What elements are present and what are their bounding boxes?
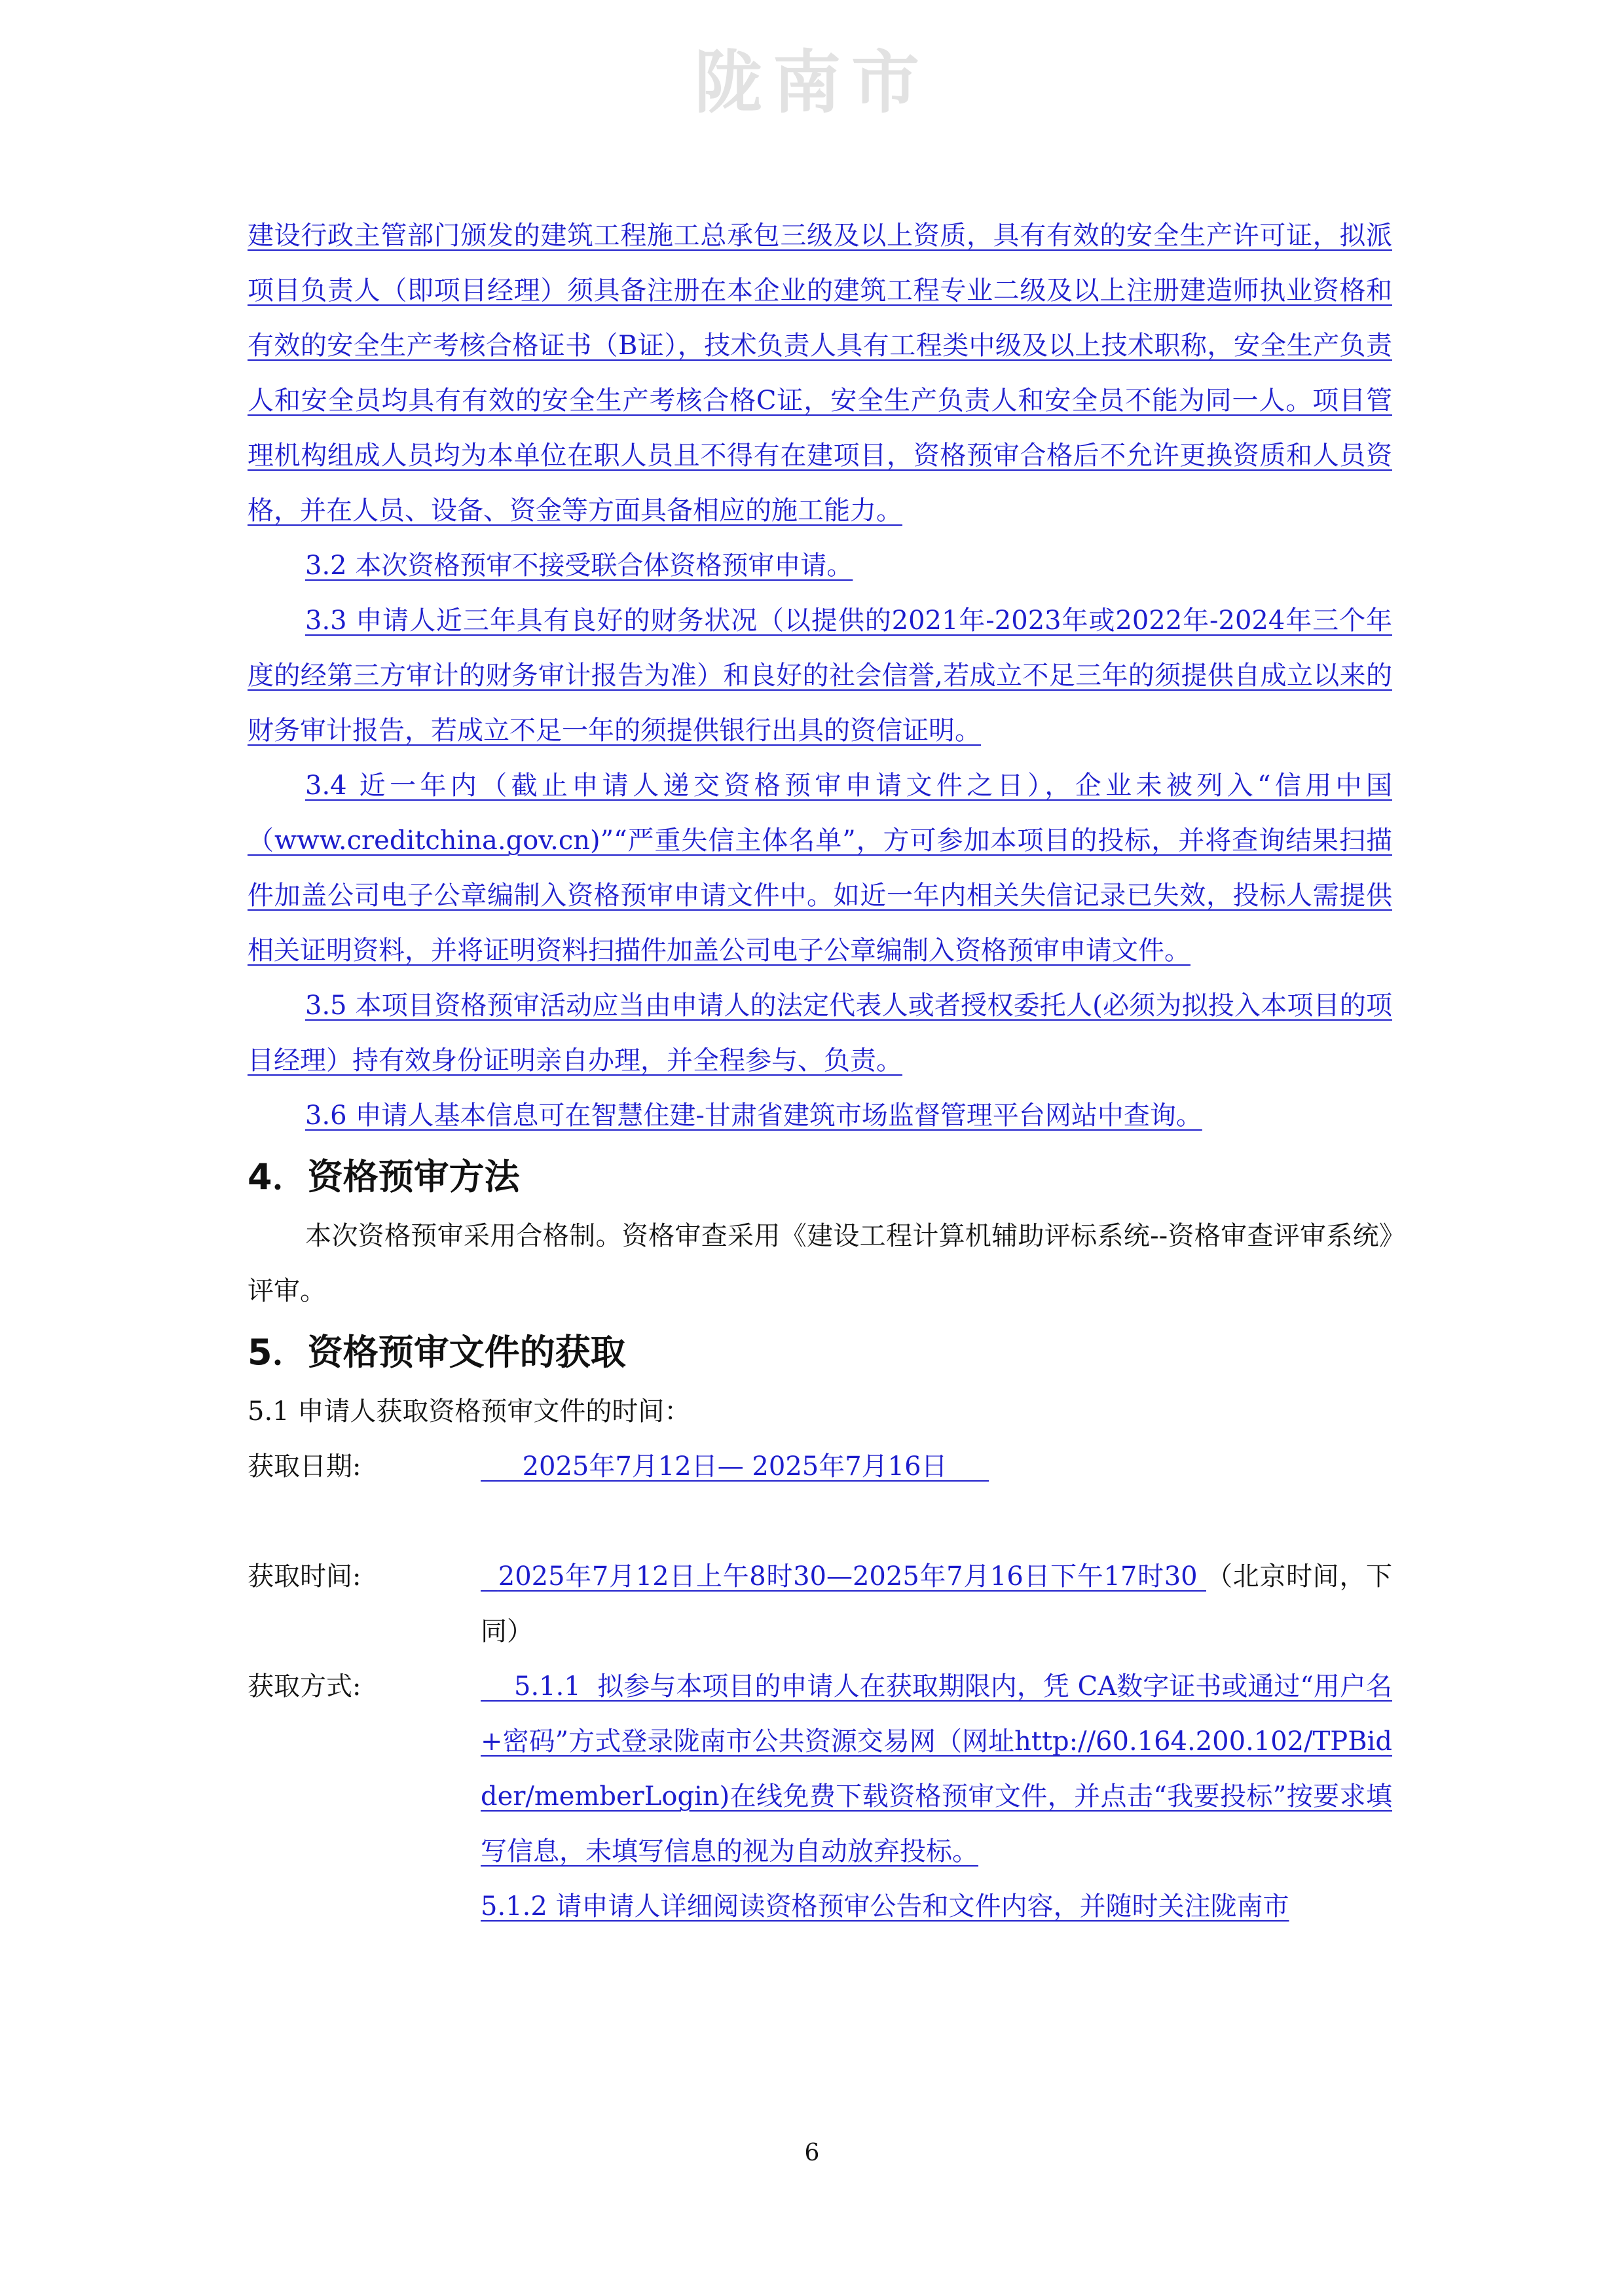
method-5-1-1 xyxy=(481,1659,1392,1879)
clause-3-5-text: 3.5 本项目资格预审活动应当由申请人的法定代表人或者授权委托人(必须为拟投入本项目的项目经理）持有效身份证明亲自办理，并全程参与、负责。 xyxy=(248,991,1392,1076)
acquisition-time-label: 获取时间: xyxy=(248,1561,361,1592)
acquisition-date-label: 获取日期: xyxy=(248,1451,361,1482)
subsection-5-1: 5.1 申请人获取资格预审文件的时间： xyxy=(248,1396,691,1427)
clause-3-5 xyxy=(248,978,1392,1088)
clause-3-3-text: 3.3 申请人近三年具有良好的财务状况（以提供的2021年-2023年或2022年-2024年三个年度的经第三方审计的财务审计报告为准）和良好的社会信誉,若成立不足三年的须提供自成立以来的财务审计报告，若成立不足一年的须提供银行出具的资信证明。 xyxy=(248,606,1392,746)
acquisition-time-row xyxy=(248,1549,1392,1659)
method-5-1-2-text: 5.1.2 请申请人详细阅读资格预审公告和文件内容，并随时关注陇南市 xyxy=(481,1891,1289,1922)
section-4-body: 本次资格预审采用合格制。资格审查采用《建设工程计算机辅助评标系统--资格审查评审系统》评审。 xyxy=(248,1221,1392,1306)
section-4-heading: 4．资格预审方法 xyxy=(248,1156,520,1197)
page-content xyxy=(248,208,1392,1934)
acquisition-date-row xyxy=(248,1439,1392,1494)
acquisition-method-value xyxy=(481,1659,1392,1934)
clause-3-2-text: 3.2 本次资格预审不接受联合体资格预审申请。 xyxy=(305,551,853,581)
acquisition-method-row xyxy=(248,1659,1392,1934)
clause-3-2 xyxy=(248,538,1392,593)
method-5-1-1-text: 5.1.1 拟参与本项目的申请人在获取期限内，凭 CA数字证书或通过“用户名+密码”方式登录陇南市公共资源交易网（网址http://60.164.200.102/TPBidder/memberLogin)在线免费下载资格预审文件，并点击“我要投标”按要求填写信息，未填写信息的视为自动放弃投标。 xyxy=(481,1671,1392,1867)
section-5-heading: 5．资格预审文件的获取 xyxy=(248,1332,626,1373)
clause-3-4 xyxy=(248,758,1392,978)
clause-3-6-text: 3.6 申请人基本信息可在智慧住建-甘肃省建筑市场监督管理平台网站中查询。 xyxy=(305,1101,1202,1131)
qualification-text: 建设行政主管部门颁发的建筑工程施工总承包三级及以上资质，具有有效的安全生产许可证，拟派项目负责人（即项目经理）须具备注册在本企业的建筑工程专业二级及以上注册建造师执业资格和有效的安全生产考核合格证书（B证），技术负责人具有工程类中级及以上技术职称，安全生产负责人和安全员均具有有效的安全生产考核合格C证，安全生产负责人和安全员不能为同一人。项目管理机构组成人员均为本单位在职人员且不得有在建项目，资格预审合格后不允许更换资质和人员资格，并在人员、设备、资金等方面具备相应的施工能力。 xyxy=(248,221,1392,526)
header-watermark: 陇南市 xyxy=(693,43,930,122)
page-number: 6 xyxy=(804,2140,820,2166)
acquisition-date-text: 2025年7月12日— 2025年7月16日 xyxy=(481,1451,989,1482)
clause-3-4-text: 3.4 近一年内（截止申请人递交资格预审申请文件之日），企业未被列入“信用中国（www.creditchina.gov.cn)”“严重失信主体名单”，方可参加本项目的投标，并将查询结果扫描件加盖公司电子公章编制入资格预审申请文件中。如近一年内相关失信记录已失效，投标人需提供相关证明资料，并将证明资料扫描件加盖公司电子公章编制入资格预审申请文件。 xyxy=(248,771,1392,966)
acquisition-time-value xyxy=(481,1549,1392,1659)
acquisition-time-suffix: （北京时间，下同） xyxy=(481,1561,1392,1647)
acquisition-time-text: 2025年7月12日上午8时30—2025年7月16日下午17时30 xyxy=(481,1561,1206,1592)
acquisition-method-label: 获取方式: xyxy=(248,1671,361,1702)
clause-3-3 xyxy=(248,593,1392,758)
clause-3-6 xyxy=(248,1088,1392,1143)
qualification-paragraph xyxy=(248,208,1392,538)
method-5-1-2 xyxy=(481,1879,1392,1934)
acquisition-date-value xyxy=(481,1439,1392,1494)
